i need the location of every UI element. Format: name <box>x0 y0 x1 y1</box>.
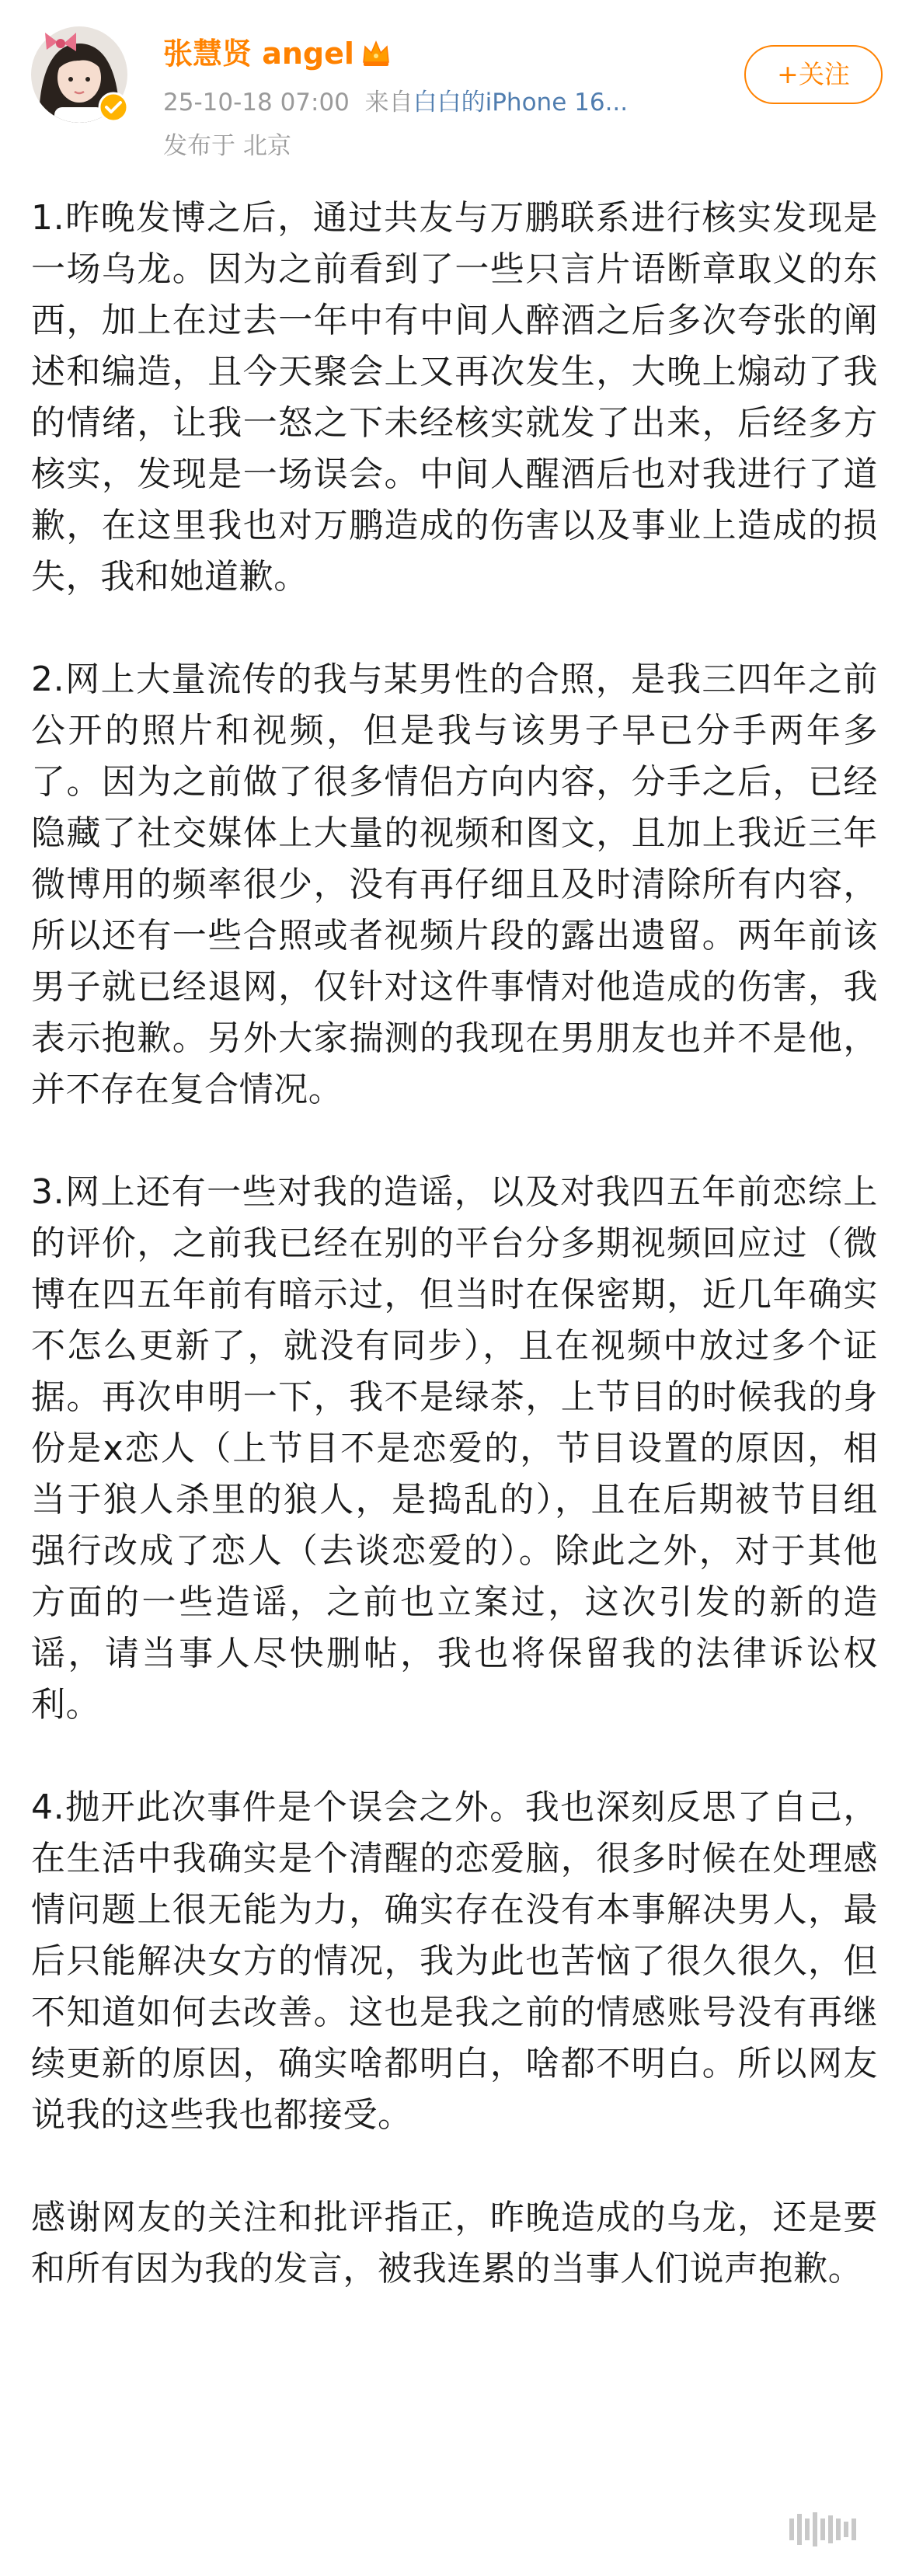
source-prefix: 来自 <box>364 89 413 117</box>
post-paragraph: 1.昨晚发博之后，通过共友与万鹏联系进行核实发现是一场乌龙。因为之前看到了一些只言片语断章取义的东西，加上在过去一年中有中间人醉酒之后多次夸张的阐述和编造，且今天聚会上又再次发生，大晚上煽动了我的情绪，让我一怒之下未经核实就发了出来，后经多方核实，发现是一场误会。中间人醒酒后也对我进行了道歉，在这里我也对万鹏造成的伤害以及事业上造成的损失，我和她道歉。 <box>31 198 878 597</box>
post-paragraph: 感谢网友的关注和批评指正，昨晚造成的乌龙，还是要和所有因为我的发言，被我连累的当事人们说声抱歉。 <box>31 2198 878 2289</box>
post-header <box>0 0 909 171</box>
expand-icon[interactable] <box>785 2506 862 2553</box>
post-location: 发布于 北京 <box>163 132 291 160</box>
user-name-text[interactable]: 张慧贤 angel <box>163 37 354 71</box>
post-meta <box>163 85 628 120</box>
source-device-link[interactable]: 白白的iPhone 16... <box>413 89 629 117</box>
crown-icon <box>360 37 392 65</box>
post-paragraph: 3.网上还有一些对我的造谣，以及对我四五年前恋综上的评价，之前我已经在别的平台分多期视频回应过（微博在四五年前有暗示过，但当时在保密期，近几年确实不怎么更新了，就没有同步），且在视频中放过多个证据。再次申明一下，我不是绿茶，上节目的时候我的身份是x恋人（上节目不是恋爱的，节目设置的原因，相当于狼人杀里的狼人，是捣乱的），且在后期被节目组强行改成了恋人（去谈恋爱的）。除此之外，对于其他方面的一些造谣，之前也立案过，这次引发的新的造谣，请当事人尽快删帖，我也将保留我的法律诉讼权利。 <box>31 1172 878 1725</box>
post-timestamp: 25-10-18 07:00 <box>163 89 350 117</box>
user-name[interactable] <box>163 34 392 73</box>
post-body <box>31 193 878 2295</box>
post-paragraph: 2.网上大量流传的我与某男性的合照，是我三四年之前公开的照片和视频，但是我与该男子早已分手两年多了。因为之前做了很多情侣方向内容，分手之后，已经隐藏了社交媒体上大量的视频和图文，且加上我近三年微博用的频率很少，没有再仔细且及时清除所有内容，所以还有一些合照或者视频片段的露出遗留。两年前该男子就已经退网，仅针对这件事情对他造成的伤害，我表示抱歉。另外大家揣测的我现在男朋友也并不是他，并不存在复合情况。 <box>31 660 878 1109</box>
post-paragraph: 4.抛开此次事件是个误会之外。我也深刻反思了自己，在生活中我确实是个清醒的恋爱脑，很多时候在处理感情问题上很无能为力，确实存在没有本事解决男人，最后只能解决女方的情况，我为此也苦恼了很久很久，但不知道如何去改善。这也是我之前的情感账号没有再继续更新的原因，确实啥都明白，啥都不明白。所以网友说我的这些我也都接受。 <box>31 1788 878 2135</box>
follow-button[interactable]: +关注 <box>744 45 883 104</box>
verified-badge-icon <box>98 92 129 123</box>
